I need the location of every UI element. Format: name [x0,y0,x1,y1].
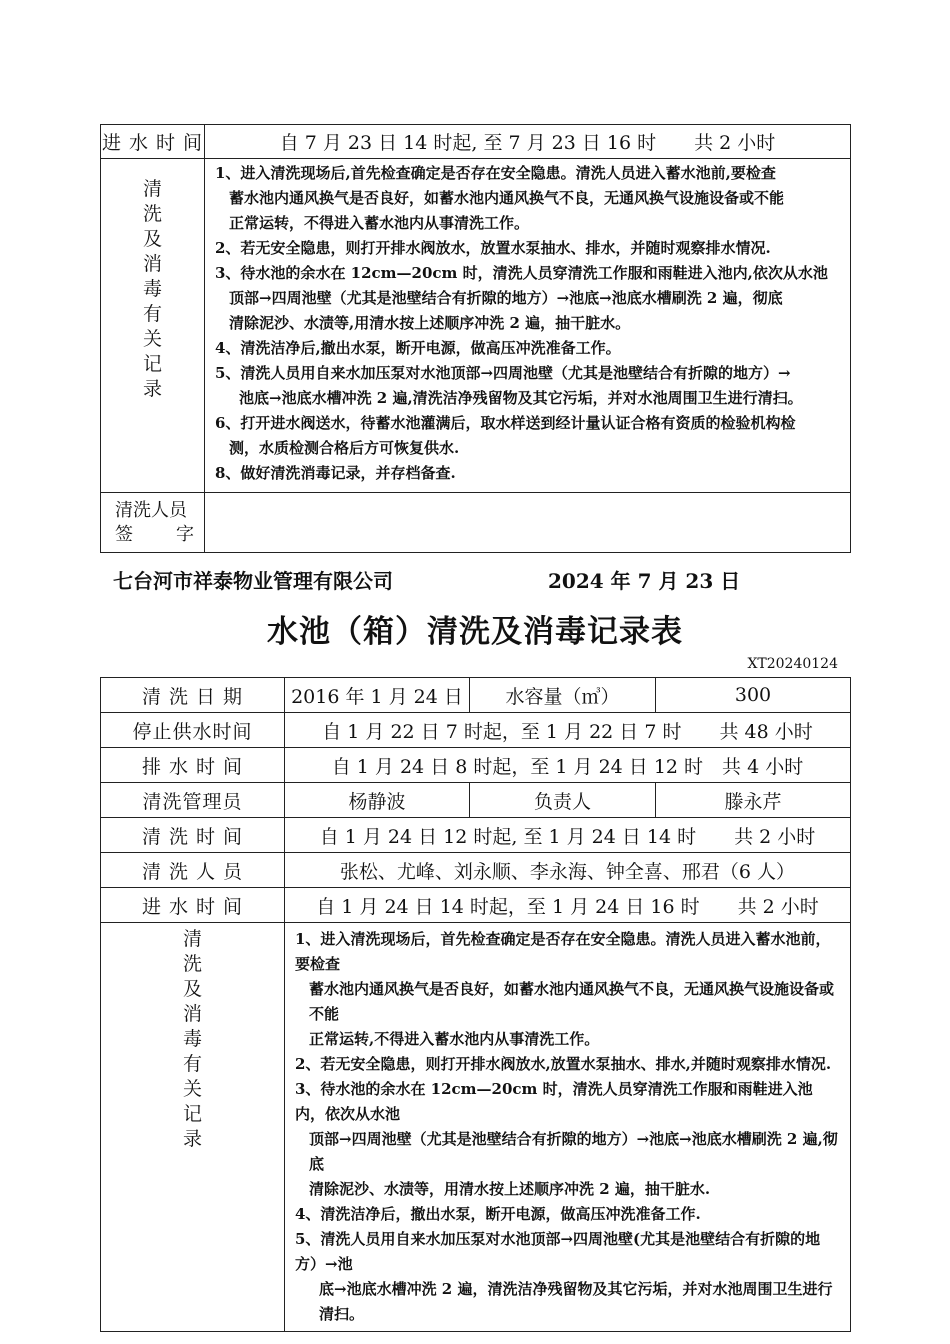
record-label-char: 及 [142,228,162,250]
step-line: 蓄水池内通风换气是否良好，如蓄水池内通风换气不良，无通风换气设施设备或不能 [309,980,835,1023]
step-line: 4、清洗洁净后,撤出水泵，断开电源，做高压冲洗准备工作。 [215,339,621,357]
step-line: 4、清洗洁净后，撤出水泵，断开电源，做高压冲洗准备工作. [295,1205,701,1223]
step-line: 1、进入清洗现场后，首先检查确定是否存在安全隐患。清洗人员进入蓄水池前，要检查 [295,930,831,973]
step-line: 测，水质检测合格后方可恢复供水. [229,439,460,457]
record-label-char: 录 [142,378,162,400]
staff-label: 清 洗 人 员 [101,853,285,888]
step-line: 顶部→四周池壁（尤其是池壁结合有折隙的地方）→池底→池底水槽刷洗 2 遍,彻底 [309,1130,838,1173]
record-label-char: 关 [142,328,162,350]
step-line: 池底→池底水槽冲洗 2 遍,清洗洁净残留物及其它污垢，并对水池周围卫生进行清扫。 [239,389,803,407]
bottom-record-table [100,677,851,1332]
cleaning-steps [205,159,851,493]
inflow-time-value: 自 7 月 23 日 14 时起, 至 7 月 23 日 16 时 共 2 小时 [205,125,851,159]
step-line: 2、若无安全隐患，则打开排水阀放水,放置水泵抽水、排水,并随时观察排水情况. [295,1055,832,1073]
clean-date-value: 2016 年 1 月 24 日 [285,678,470,713]
signature-field[interactable] [205,493,851,553]
responsible-value: 滕永芹 [656,783,851,818]
responsible-label: 负责人 [470,783,656,818]
step-line: 底→池底水槽冲洗 2 遍，清洗洁净残留物及其它污垢，并对水池周围卫生进行清扫。 [319,1280,833,1323]
step-line: 正常运转,不得进入蓄水池内从事清洗工作。 [309,1030,600,1048]
capacity-value: 300 [656,678,851,713]
record-label-char: 洗 [182,953,202,975]
record-label-char: 消 [182,1003,202,1025]
step-line: 3、待水池的余水在 12cm—20cm 时，清洗人员穿清洗工作服和雨鞋进入池内，依次从水池 [295,1080,813,1123]
staff-value: 张松、尤峰、刘永顺、李永海、钟全喜、邢君（6 人） [285,853,851,888]
record-label-char: 有 [182,1053,202,1075]
signature-label [101,493,205,553]
record-label-char: 消 [142,253,162,275]
record-label-char: 清 [142,178,162,200]
top-record-table [100,124,851,553]
drain-time-value: 自 1 月 24 日 8 时起，至 1 月 24 日 12 时 共 4 小时 [285,748,851,783]
stop-supply-value: 自 1 月 22 日 7 时起，至 1 月 22 日 7 时 共 48 小时 [285,713,851,748]
step-line: 1、进入清洗现场后,首先检查确定是否存在安全隐患。清洗人员进入蓄水池前,要检查 [215,164,776,182]
record-label-char: 录 [182,1128,202,1150]
step-line: 8、做好清洗消毒记录，并存档备查. [215,464,456,482]
inflow-time-label: 进 水 时 间 [101,888,285,923]
step-line: 5、清洗人员用自来水加压泵对水池顶部→四周池壁（尤其是池壁结合有折隙的地方）→ [215,364,791,382]
signature-label-char: 签 [115,523,133,545]
record-label-char: 关 [182,1078,202,1100]
step-line: 清除泥沙、水渍等,用清水按上述顺序冲洗 2 遍，抽干脏水。 [229,314,631,332]
step-line: 顶部→四周池壁（尤其是池壁结合有折隙的地方）→池底→池底水槽刷洗 2 遍，彻底 [229,289,783,307]
signature-label-char: 字 [176,523,194,545]
record-label-char: 及 [182,978,202,1000]
inflow-time-label: 进 水 时 间 [101,125,205,159]
cleaning-steps [285,923,851,1332]
record-date: 2024 年 7 月 23 日 [548,569,741,593]
step-line: 6、打开进水阀送水，待蓄水池灌满后，取水样送到经计量认证合格有资质的检验机构检 [215,414,796,432]
step-line: 正常运转，不得进入蓄水池内从事清洗工作。 [229,214,530,232]
cleaning-record-label [101,159,205,493]
step-line: 5、清洗人员用自来水加压泵对水池顶部→四周池壁(尤其是池壁结合有折隙的地方）→池 [295,1230,821,1273]
inflow-time-value: 自 1 月 24 日 14 时起，至 1 月 24 日 16 时 共 2 小时 [285,888,851,923]
drain-time-label: 排 水 时 间 [101,748,285,783]
record-label-char: 清 [182,928,202,950]
manager-value: 杨静波 [285,783,470,818]
record-label-char: 洗 [142,203,162,225]
capacity-label: 水容量（㎥） [470,678,656,713]
record-label-char: 记 [182,1103,202,1125]
clean-time-label: 清 洗 时 间 [101,818,285,853]
company-name: 七台河市祥泰物业管理有限公司 [113,569,393,593]
clean-time-value: 自 1 月 24 日 12 时起, 至 1 月 24 日 14 时 共 2 小时 [285,818,851,853]
step-line: 3、待水池的余水在 12cm—20cm 时，清洗人员穿清洗工作服和雨鞋进入池内,依次从水池 [215,264,828,282]
document-number: XT20240124 [747,656,838,672]
stop-supply-label: 停止供水时间 [101,713,285,748]
record-label-char: 记 [142,353,162,375]
signature-label-line2 [115,523,194,547]
page-title: 水池（箱）清洗及消毒记录表 [267,614,683,650]
signature-label-line1: 清洗人员 [115,499,187,521]
clean-date-label: 清 洗 日 期 [101,678,285,713]
record-label-char: 毒 [142,278,162,300]
step-line: 2、若无安全隐患，则打开排水阀放水，放置水泵抽水、排水，并随时观察排水情况. [215,239,771,257]
step-line: 蓄水池内通风换气是否良好，如蓄水池内通风换气不良，无通风换气设施设备或不能 [229,189,785,207]
manager-label: 清洗管理员 [101,783,285,818]
record-label-char: 毒 [182,1028,202,1050]
cleaning-record-label [101,923,285,1332]
step-line: 清除泥沙、水渍等，用清水按上述顺序冲洗 2 遍，抽干脏水. [309,1180,711,1198]
record-label-char: 有 [142,303,162,325]
